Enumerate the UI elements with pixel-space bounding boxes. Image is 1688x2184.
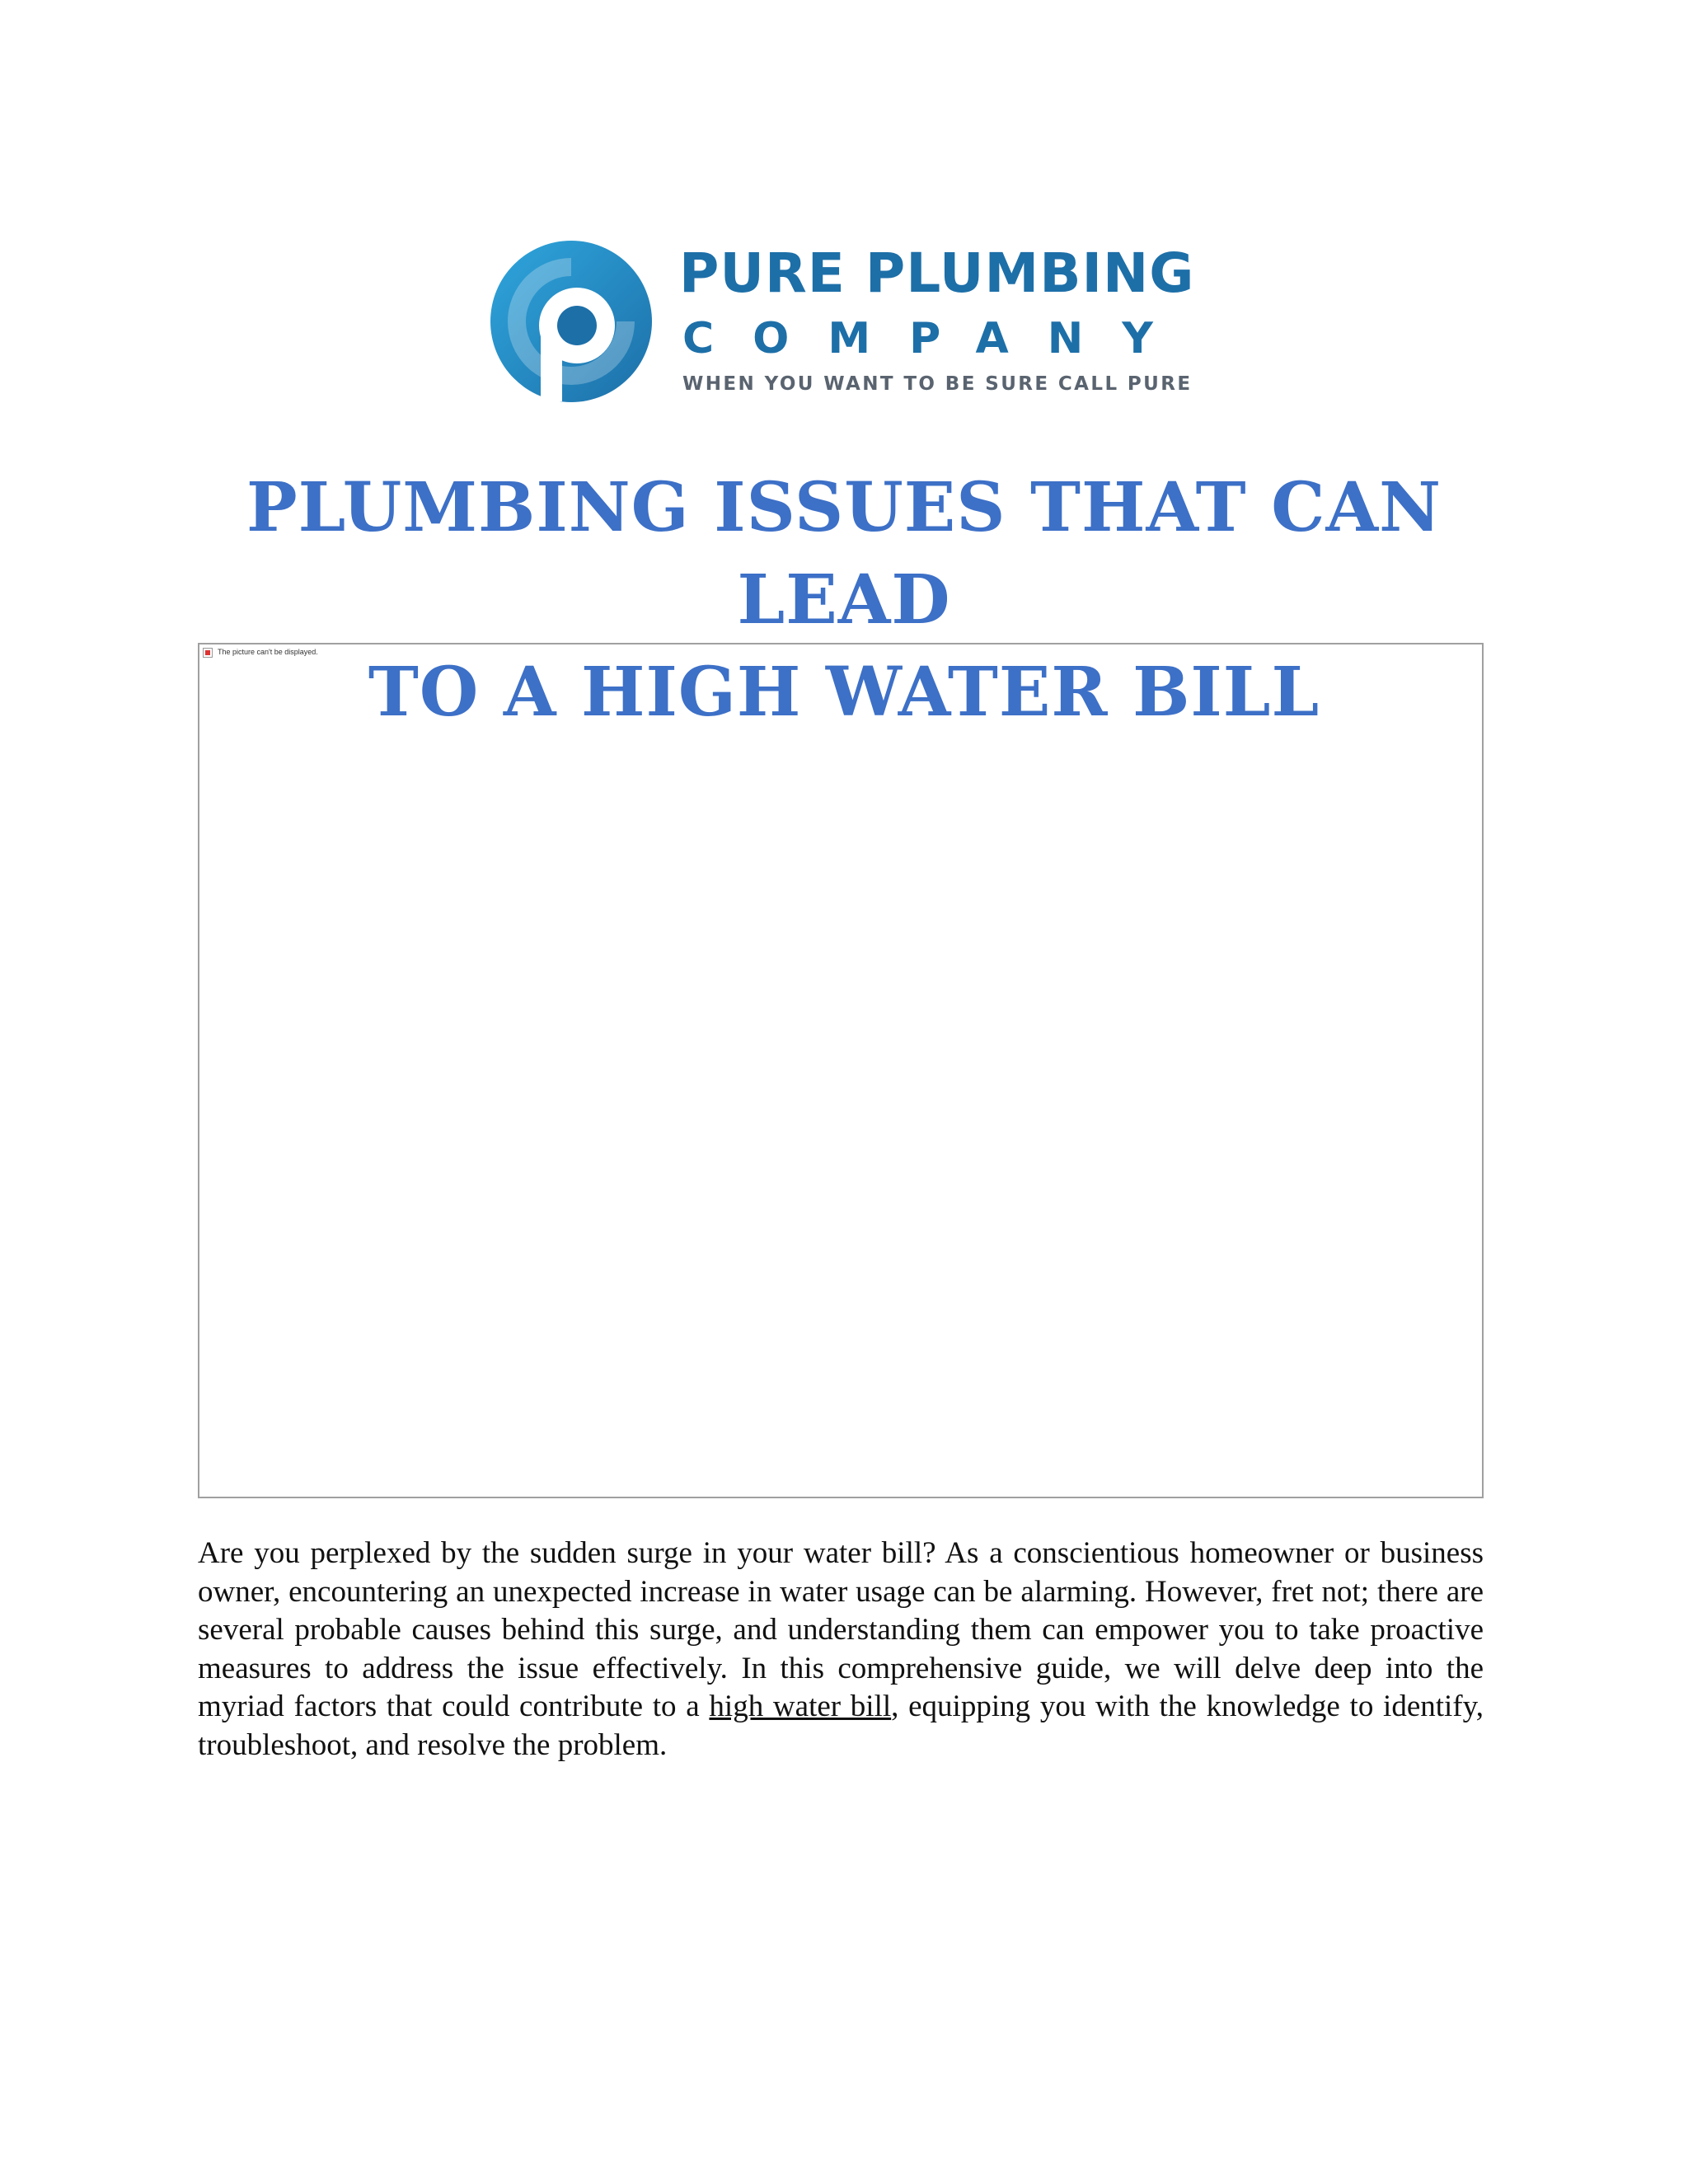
intro-text-start: Are you perplexed by the sudden surge in your water bill? As a conscientious homeowner or business owner, encountering an unexpected increase in water usage can be alarming. However, fret not; there are several probable causes behind this surge, and understanding them can empower you to take proactive measures to address the issue effectively. In this comprehensive guide, we will delve deep into the myriad factors that could contribute to a: [198, 1536, 1484, 1723]
company-logo: [485, 235, 1202, 408]
intro-text-end: , equipping you with the knowledge to identify, troubleshoot, and resolve the problem.: [198, 1690, 1484, 1762]
logo-p-icon: [485, 235, 658, 408]
image-placeholder: [198, 643, 1484, 1498]
logo-name: PURE PLUMBING: [679, 241, 1195, 305]
intro-paragraph: [198, 1535, 1484, 1765]
logo-tagline: WHEN YOU WANT TO BE SURE CALL PURE: [682, 373, 1193, 395]
high-water-bill-link[interactable]: high water bill: [709, 1690, 892, 1723]
image-error-message: The picture can't be displayed.: [218, 648, 318, 656]
logo-company: COMPANY: [682, 314, 1192, 363]
title-line-1: PLUMBING ISSUES THAT CAN LEAD: [246, 468, 1442, 640]
broken-image-icon: [203, 648, 213, 658]
title-line-2: TO A HIGH WATER BILL: [368, 653, 1320, 732]
